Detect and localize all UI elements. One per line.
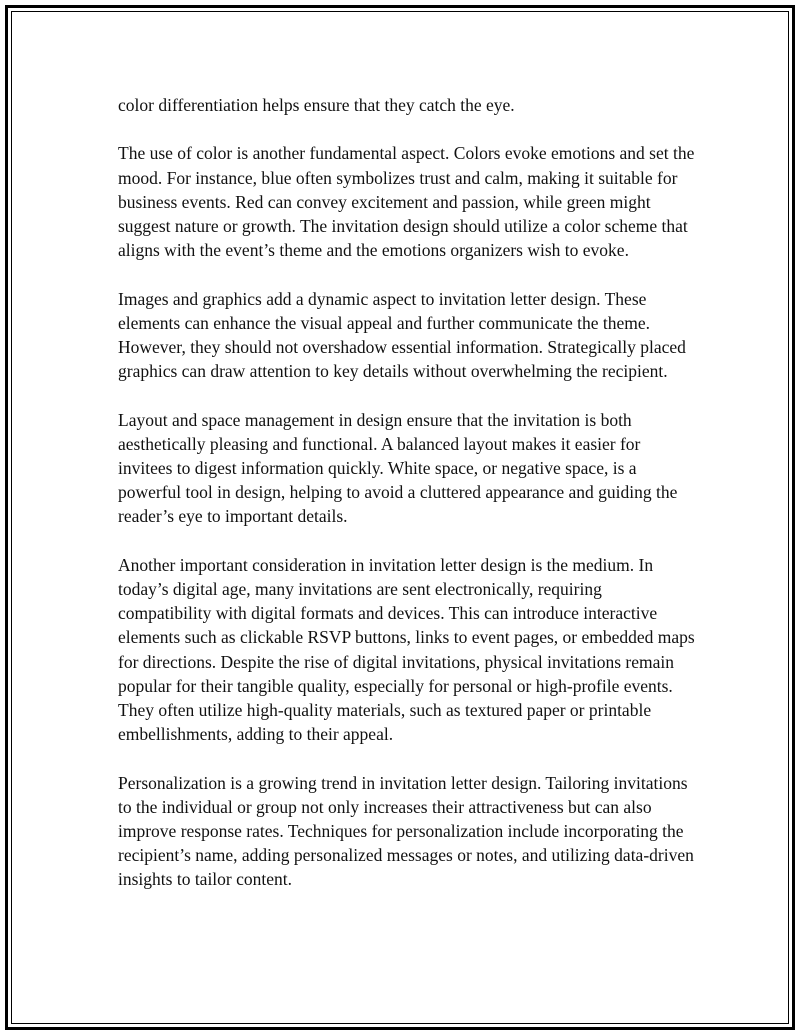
paragraph-use-of-color: The use of color is another fundamental aspect. Colors evoke emotions and set the mood. For instance, blue often symbolizes trust and calm, making it suitable for business events. Red can convey excitement and passion, while green might suggest nature or growth. The invitation design should utilize a color scheme that aligns with the event’s theme and the emotions organizers wish to evoke. — [118, 143, 695, 261]
paragraph-color-differentiation: color differentiation helps ensure that they catch the eye. — [118, 95, 515, 115]
paragraph-personalization: Personalization is a growing trend in invitation letter design. Tailoring invitations to the individual or group not only increases their attractiveness but can also improve response rates. Techniques for personalization include incorporating the recipient’s name, adding personalized messages or notes, and utilizing data-driven insights to tailor content. — [118, 772, 694, 890]
paragraph-medium: Another important consideration in invitation letter design is the medium. In today’s digital age, many invitations are sent electronically, requiring compatibility with digital formats and devices. This can introduce interactive elements such as clickable RSVP buttons, links to event pages, or embedded maps for directions. Despite the rise of digital invitations, physical invitations remain popular for their tangible quality, especially for personal or high-profile events. They often utilize high-quality materials, such as textured paper or printable embellishments, adding to their appeal. — [118, 554, 695, 745]
document-body — [118, 93, 698, 916]
paragraph-images-graphics: Images and graphics add a dynamic aspect to invitation letter design. These elements can enhance the visual appeal and further communicate the theme. However, they should not overshadow essential information. Strategically placed graphics can draw attention to key details without overwhelming the recipient. — [118, 288, 686, 382]
paragraph-layout-space: Layout and space management in design ensure that the invitation is both aesthetically pleasing and functional. A balanced layout makes it easier for invitees to digest information quickly. White space, or negative space, is a powerful tool in design, helping to avoid a cluttered appearance and guiding the reader’s eye to important details. — [118, 409, 678, 527]
